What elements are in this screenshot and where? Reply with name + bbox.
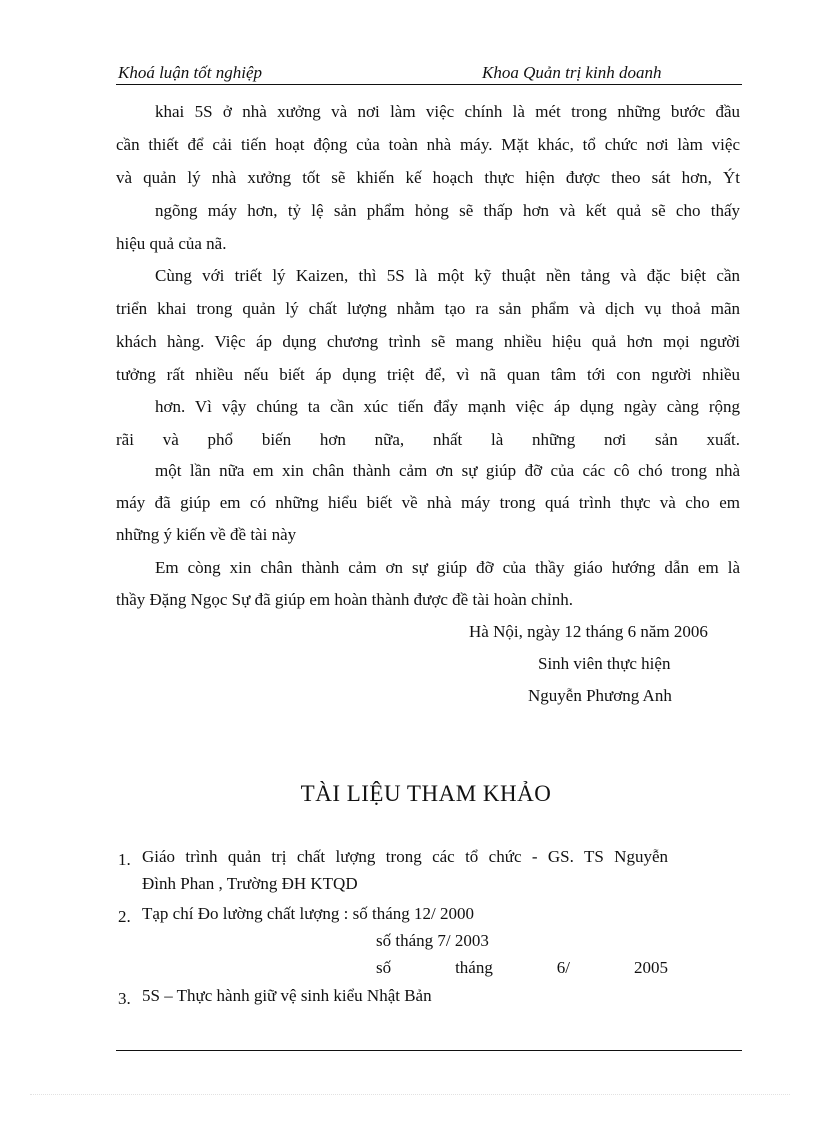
signature-name: Nguyễn Phương Anh (528, 686, 672, 705)
reference-line: số tháng 6/ 2005 (376, 958, 668, 977)
body-line: thầy Đặng Ngọc Sự đã giúp em hoàn thành được đề tài hoàn chỉnh. (116, 590, 574, 609)
body-line: những ý kiến về đề tài này (116, 525, 297, 544)
body-line: khách hàng. Việc áp dụng chương trình sẽ mang nhiều hiệu quả hơn mọi người (116, 332, 740, 351)
footer-divider (116, 1050, 742, 1051)
page-header (116, 62, 742, 85)
body-line: rãi và phổ biến hơn nữa, nhất là những nơi sản xuất. (116, 430, 740, 449)
reference-number: 1. (118, 850, 131, 869)
body-line: hiệu quả của nã. (116, 234, 227, 253)
header-faculty-label: Khoa Quản trị kinh doanh (482, 63, 662, 82)
body-line: triển khai trong quản lý chất lượng nhằm tạo ra sản phẩm và dịch vụ thoả mãn (116, 299, 740, 318)
body-line: cần thiết để cải tiến hoạt động của toàn nhà máy. Mặt khác, tổ chức nơi làm việc (116, 135, 740, 154)
page-edge-divider (30, 1094, 790, 1095)
body-line: Cùng với triết lý Kaizen, thì 5S là một kỹ thuật nền tảng và đặc biệt cần (155, 266, 740, 285)
body-line: hơn. Vì vậy chúng ta cần xúc tiến đẩy mạnh việc áp dụng ngày càng rộng (155, 397, 740, 416)
body-line: tưởng rất nhiều nếu biết áp dụng triệt để, vì nã quan tâm tới con người nhiều (116, 365, 740, 384)
body-line: Em còng xin chân thành cảm ơn sự giúp đỡ của thầy giáo hướng dẫn em là (155, 558, 740, 577)
references-title: TÀI LIỆU THAM KHẢO (300, 781, 552, 806)
reference-number: 3. (118, 989, 131, 1008)
reference-line: Đình Phan , Trường ĐH KTQD (142, 874, 358, 893)
header-thesis-label: Khoá luận tốt nghiệp (118, 63, 263, 82)
reference-line: Giáo trình quản trị chất lượng trong các tổ chức - GS. TS Nguyễn (142, 847, 668, 866)
body-line: và quản lý nhà xưởng tốt sẽ khiến kế hoạch thực hiện được theo sát hơn, Ýt (116, 168, 740, 187)
body-line: khai 5S ở nhà xưởng và nơi làm việc chính là mét trong những bước đầu (155, 102, 740, 121)
reference-line: Tạp chí Đo lường chất lượng : số tháng 12/ 2000 (142, 904, 474, 923)
body-line: máy đã giúp em có những hiểu biết về nhà máy trong quá trình thực và cho em (116, 493, 740, 512)
signature-role: Sinh viên thực hiện (538, 654, 671, 673)
reference-number: 2. (118, 907, 131, 926)
signature-date: Hà Nội, ngày 12 tháng 6 năm 2006 (469, 622, 708, 641)
reference-line: số tháng 7/ 2003 (376, 931, 489, 950)
body-line: ngõng máy hơn, tỷ lệ sản phẩm hỏng sẽ thấp hơn và kết quả sẽ cho thấy (155, 201, 740, 220)
body-line: một lần nữa em xin chân thành cảm ơn sự giúp đỡ của các cô chó trong nhà (155, 461, 740, 480)
reference-line: 5S – Thực hành giữ vệ sinh kiểu Nhật Bản (142, 986, 432, 1005)
